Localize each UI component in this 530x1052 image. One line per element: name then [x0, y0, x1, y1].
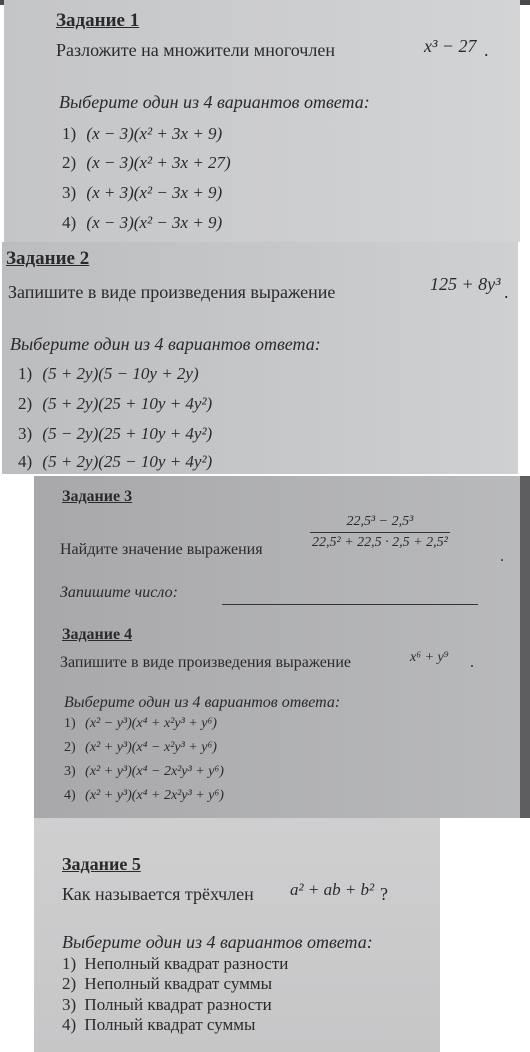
task3-answer-field[interactable] — [222, 604, 478, 605]
task2-title: Задание 2 — [6, 248, 90, 269]
option-number: 2) — [18, 394, 33, 413]
task2-option-3[interactable] — [18, 424, 212, 444]
task2-option-1[interactable] — [18, 364, 199, 384]
task5-question-mark: ? — [380, 884, 388, 904]
option-number: 3) — [62, 183, 77, 202]
task1-option-4[interactable] — [62, 213, 222, 233]
task4-prompt: Запишите в виде произведения выражение — [60, 654, 352, 671]
task4-period: . — [470, 654, 474, 671]
task5-option-4[interactable] — [62, 1015, 255, 1035]
option-number: 4) — [64, 788, 76, 803]
task4-option-3[interactable] — [64, 764, 224, 780]
option-text: (x² + y³)(x⁴ − 2x²y³ + y⁶) — [85, 764, 224, 779]
task4-expression: x⁶ + y⁹ — [410, 650, 449, 665]
task4-choose-label: Выберите один из 4 вариантов ответа: — [64, 694, 341, 711]
task1-option-1[interactable] — [62, 124, 222, 144]
option-number: 4) — [18, 452, 33, 471]
option-text: (x − 3)(x² + 3x + 27) — [86, 153, 231, 172]
option-number: 2) — [62, 153, 77, 172]
option-text: (5 − 2y)(25 + 10y + 4y²) — [42, 424, 213, 443]
task2-option-4[interactable] — [18, 452, 212, 472]
option-text: Неполный квадрат разности — [84, 954, 289, 973]
option-text: Полный квадрат разности — [84, 995, 272, 1014]
task2-photo — [2, 242, 518, 474]
task1-title: Задание 1 — [56, 10, 140, 31]
task1-prompt: Разложите на множители многочлен — [56, 40, 335, 60]
option-text: (5 + 2y)(25 + 10y + 4y²) — [42, 394, 213, 413]
task2-expression: 125 + 8y³ — [430, 274, 501, 294]
task1-period: . — [484, 40, 489, 60]
option-number: 1) — [18, 364, 33, 383]
option-number: 1) — [62, 124, 77, 143]
task5-title: Задание 5 — [62, 854, 141, 874]
task4-option-4[interactable] — [64, 788, 224, 804]
option-number: 2) — [64, 740, 76, 755]
task3-answer-label: Запишите число: — [60, 584, 178, 601]
option-number: 3) — [64, 764, 76, 779]
photo-dark-edge — [520, 476, 530, 818]
option-text: (x − 3)(x² + 3x + 9) — [86, 124, 223, 143]
task3-title: Задание 3 — [62, 488, 133, 505]
option-number: 2) — [62, 974, 77, 993]
fraction-denominator: 22,5² + 22,5 · 2,5 + 2,5² — [312, 535, 448, 550]
task4-title: Задание 4 — [62, 626, 133, 643]
option-text: (x² − y³)(x⁴ + x²y³ + y⁶) — [85, 716, 217, 731]
option-text: (x − 3)(x² − 3x + 9) — [86, 213, 223, 232]
option-text: (x + 3)(x² − 3x + 9) — [86, 183, 223, 202]
option-number: 1) — [62, 954, 77, 973]
task2-prompt: Запишите в виде произведения выражение — [8, 282, 336, 302]
option-number: 4) — [62, 213, 77, 232]
option-text: (5 + 2y)(5 − 10y + 2y) — [42, 364, 199, 383]
task5-expression: a² + ab + b² — [290, 880, 375, 899]
task2-option-2[interactable] — [18, 394, 212, 414]
task3-fraction — [310, 514, 450, 551]
task1-choose-label: Выберите один из 4 вариантов ответа: — [59, 92, 370, 112]
option-text: (x² + y³)(x⁴ + 2x²y³ + y⁶) — [85, 788, 224, 803]
task1-option-2[interactable] — [62, 153, 231, 173]
option-number: 1) — [64, 716, 76, 731]
task3-prompt: Найдите значение выражения — [60, 541, 263, 558]
fraction-numerator: 22,5³ − 2,5³ — [310, 514, 450, 533]
task2-choose-label: Выберите один из 4 вариантов ответа: — [10, 334, 321, 354]
option-number: 3) — [62, 995, 77, 1014]
task3-4-photo — [34, 476, 530, 818]
option-text: Полный квадрат суммы — [84, 1015, 256, 1034]
task4-option-1[interactable] — [64, 716, 217, 732]
task1-photo — [4, 0, 520, 242]
task4-option-2[interactable] — [64, 740, 217, 756]
option-text: (5 + 2y)(25 − 10y + 4y²) — [42, 452, 213, 471]
option-number: 4) — [62, 1015, 77, 1034]
task5-option-1[interactable] — [62, 954, 288, 974]
task1-option-3[interactable] — [62, 183, 222, 203]
task1-expression: x³ − 27 — [424, 36, 477, 56]
task2-period: . — [504, 282, 509, 302]
option-number: 3) — [18, 424, 33, 443]
task5-option-2[interactable] — [62, 974, 272, 994]
task5-photo — [34, 818, 440, 1052]
task5-prompt: Как называется трёхчлен — [62, 884, 254, 904]
option-text: Неполный квадрат суммы — [84, 974, 273, 993]
task3-period: . — [500, 548, 504, 565]
task5-choose-label: Выберите один из 4 вариантов ответа: — [62, 932, 373, 952]
task5-option-3[interactable] — [62, 995, 272, 1015]
option-text: (x² + y³)(x⁴ − x²y³ + y⁶) — [85, 740, 217, 755]
